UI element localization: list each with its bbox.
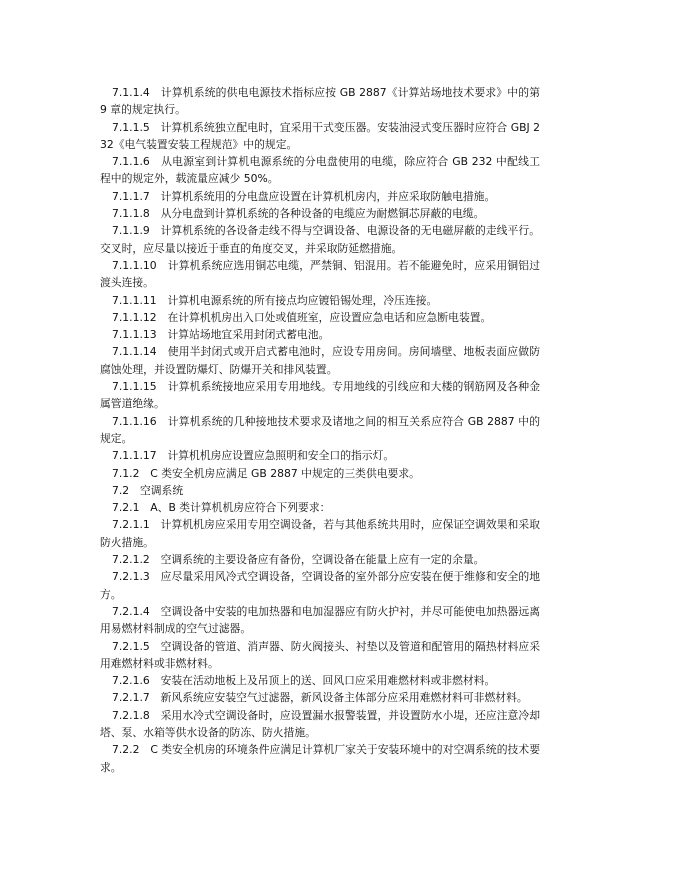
paragraph-7-1-1-5: 7.1.1.5 计算机系统独立配电时，宜采用干式变压器。安装油浸式变压器时应符合 GBJ 232《电气装置安装工程规范》中的规定。 [100, 120, 540, 151]
paragraph-7-1-1-12: 7.1.1.12 在计算机机房出入口处或值班室，应设置应急电话和应急断电装置。 [112, 310, 492, 324]
paragraph-7-2-1: 7.2.1 A、B 类计算机机房应符合下列要求： [112, 501, 331, 515]
paragraph-7-2-1-8: 7.2.1.8 采用水冷式空调设备时，应设置漏水报警装置，并设置防水小堤，还应注意冷却塔、泵、水箱等供水设备的防冻、防火措施。 [100, 708, 540, 739]
paragraph-7-1-1-4: 7.1.1.4 计算机系统的供电电源技术指标应按 GB 2887《计算站场地技术要求》中的第 9 章的规定执行。 [100, 86, 540, 117]
paragraph-7-2-1-1: 7.2.1.1 计算机机房应采用专用空调设备，若与其他系统共用时，应保证空调效果和采取防火措施。 [100, 518, 540, 549]
paragraph-7-1-1-10: 7.1.1.10 计算机系统应选用铜芯电缆，严禁铜、铝混用。若不能避免时，应采用铜铝过渡头连接。 [100, 258, 540, 290]
paragraph-7-1-1-8: 7.1.1.8 从分电盘到计算机系统的各种设备的电缆应为耐燃铜芯屏蔽的电缆。 [112, 207, 485, 221]
paragraph-7-1-1-16: 7.1.1.16 计算机系统的几种接地技术要求及诸地之间的相互关系应符合 GB 2887 中的规定。 [100, 414, 540, 445]
paragraph-7-2-1-7: 7.2.1.7 新风系统应安装空气过滤器，新风设备主体部分应采用难燃材料可非燃材料。 [112, 691, 528, 705]
paragraph-7-1-1-17: 7.1.1.17 计算机机房应设置应急照明和安全口的指示灯。 [112, 449, 395, 463]
paragraph-7-1-1-9: 7.1.1.9 计算机系统的各设备走线不得与空调设备、电源设备的无电磁屏蔽的走线平行。交叉时，应尽量以接近于垂直的角度交叉，并采取防延燃措施。 [100, 224, 540, 255]
paragraph-7-2-1-6: 7.2.1.6 安装在活动地板上及吊顶上的送、回风口应采用难燃材料或非燃材料。 [112, 674, 496, 688]
document-body [100, 84, 540, 776]
paragraph-7-2-1-3: 7.2.1.3 应尽量采用风冷式空调设备，空调设备的室外部分应安装在便于维修和安全的地方。 [100, 570, 540, 601]
paragraph-7-2-1-5: 7.2.1.5 空调设备的管道、消声器、防火阀接头、衬垫以及管道和配管用的隔热材料应采用难燃材料或非燃材料。 [100, 639, 540, 670]
paragraph-7-1-1-13: 7.1.1.13 计算站场地宜采用封闭式蓄电池。 [112, 328, 330, 342]
paragraph-7-2-1-4: 7.2.1.4 空调设备中安装的电加热器和电加湿器应有防火护衬，并尽可能使电加热器远离用易燃材料制成的空气过滤器。 [100, 604, 540, 636]
paragraph-7-1-2: 7.1.2 C 类安全机房应满足 GB 2887 中规定的三类供电要求。 [112, 466, 420, 480]
paragraph-7-1-1-7: 7.1.1.7 计算机系统用的分电盘应设置在计算机机房内，并应采取防触电措施。 [112, 189, 496, 203]
section-heading-7-2: 7.2 空调系统 [112, 483, 184, 497]
paragraph-7-1-1-6: 7.1.1.6 从电源室到计算机电源系统的分电盘使用的电缆，除应符合 GB 232 中配线工程中的规定外，载流量应减少 50%。 [100, 155, 540, 186]
paragraph-7-1-1-11: 7.1.1.11 计算机电源系统的所有接点均应镀铅锡处理，冷压连接。 [112, 293, 438, 307]
paragraph-7-2-1-2: 7.2.1.2 空调系统的主要设备应有备份，空调设备在能量上应有一定的余量。 [112, 553, 485, 567]
paragraph-7-1-1-15: 7.1.1.15 计算机系统接地应采用专用地线。专用地线的引线应和大楼的钢筋网及各种金属管道绝缘。 [100, 380, 540, 411]
paragraph-7-1-1-14: 7.1.1.14 使用半封闭式或开启式蓄电池时，应设专用房间。房间墙壁、地板表面应做防腐蚀处理，并设置防爆灯、防爆开关和排风装置。 [100, 345, 540, 376]
paragraph-7-2-2: 7.2.2 C 类安全机房的环境条件应满足计算机厂家关于安装环境中的对空凋系统的技术要求。 [100, 743, 540, 774]
